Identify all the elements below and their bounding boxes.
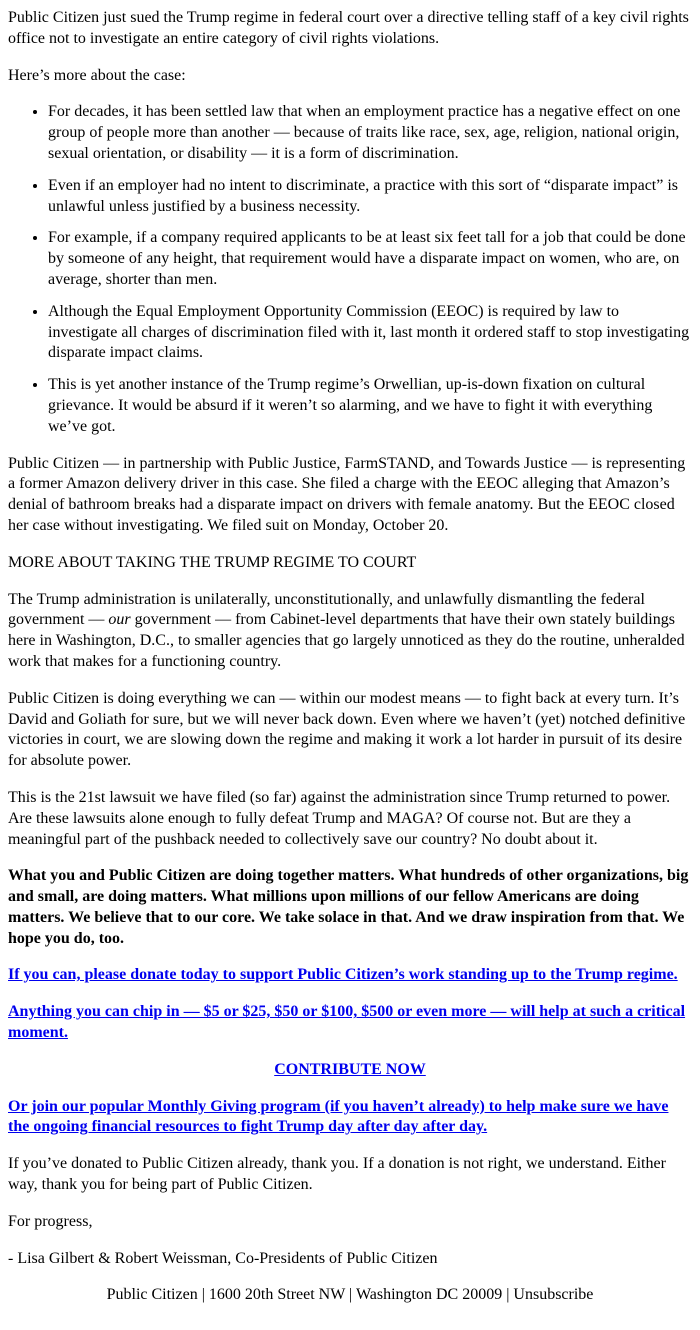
matters-paragraph: What you and Public Citizen are doing together matters. What hundreds of other organizations, big and small, are doing matters. What millions upon millions of our fellow Americans are doing matters. We believe that to our core. We take solace in that. And we draw inspiration from that. We hope you do, too.	[8, 867, 689, 947]
dismantling-pre: The Trump administration is unilaterally, unconstitutionally, and unlawfully dismantling the federal government —	[8, 590, 645, 629]
list-item: • Although the Equal Employment Opportunity Commission (EEOC) is required by law to investigate all charges of discrimination filed with it, last month it ordered staff to stop investigating disparate impact claims.	[48, 302, 692, 364]
lawsuit-count-paragraph: This is the 21st lawsuit we have filed (so far) against the administration since Trump returned to power. Are these lawsuits alone enough to fully defeat Trump and MAGA? Of course not. But are they a meaningful part of the pushback needed to collectively save our country? No doubt about it.	[8, 788, 671, 848]
list-item: • Even if an employer had no intent to discriminate, a practice with this sort of “disparate impact” is unlawful unless justified by a business necessity.	[48, 176, 692, 218]
thanks-paragraph: If you’ve donated to Public Citizen already, thank you. If a donation is not right, we understand. Either way, thank you for being part of Public Citizen.	[8, 1155, 666, 1194]
chip-in-link-paragraph	[8, 1002, 692, 1044]
monthly-giving-link-paragraph	[8, 1097, 692, 1139]
list-item: • This is yet another instance of the Trump regime’s Orwellian, up-is-down fixation on cultural grievance. It would be absurd if it weren’t so alarming, and we have to fight it with everything we’ve got.	[48, 375, 692, 437]
chip-in-link[interactable]: Anything you can chip in — $5 or $25, $50 or $100, $500 or even more — will help at such a critical moment.	[8, 1003, 686, 1042]
contribute-now-link[interactable]: CONTRIBUTE NOW	[274, 1060, 426, 1078]
lede-paragraph: Public Citizen just sued the Trump regime in federal court over a directive telling staff of a key civil rights office not to investigate an entire category of civil rights violations.	[8, 9, 689, 47]
dismantling-italic-word: our	[108, 611, 131, 629]
sign-off: For progress,	[8, 1212, 93, 1230]
dismantling-paragraph	[8, 590, 692, 673]
footer	[8, 1285, 692, 1306]
donate-link-paragraph	[8, 965, 692, 986]
case-points-list	[8, 102, 692, 437]
contribute-now-paragraph	[8, 1060, 692, 1081]
footer-address: Public Citizen | 1600 20th Street NW | Washington DC 20009 |	[106, 1286, 514, 1304]
monthly-giving-link[interactable]: Or join our popular Monthly Giving program (if you haven’t already) to help make sure we have the ongoing financial resources to fight Trump day after day after day.	[8, 1097, 669, 1136]
dismantling-post: government — from Cabinet-level departments that have their own stately buildings here in Washington, D.C., to smaller agencies that go largely unnoticed as they do the routine, unheralded work that makes for a functioning country.	[8, 611, 685, 670]
more-about-line: Here’s more about the case:	[8, 66, 186, 84]
list-item: • For example, if a company required applicants to be at least six feet tall for a job that could be done by someone of any height, that requirement would have a disparate impact on women, who are, on average, shorter than men.	[48, 228, 692, 290]
unsubscribe-link[interactable]: Unsubscribe	[513, 1286, 594, 1304]
fight-back-paragraph: Public Citizen is doing everything we can — within our modest means — to fight back at every turn. It’s David and Goliath for sure, but we will never back down. Even where we haven’t (yet) notched definitive victories in court, we are slowing down the regime and making it work a lot harder in pursuit of its desire for absolute power.	[8, 689, 686, 770]
case-paragraph: Public Citizen — in partnership with Public Justice, FarmSTAND, and Towards Justice — is representing a former Amazon delivery driver in this case. She filed a charge with the EEOC alleging that Amazon’s denial of bathroom breaks had a disparate impact on drivers with female anatomy. But the EEOC closed her case without investigating. We filed suit on Monday, October 20.	[8, 454, 686, 534]
section-heading: MORE ABOUT TAKING THE TRUMP REGIME TO COURT	[8, 553, 417, 571]
signature: - Lisa Gilbert & Robert Weissman, Co-Presidents of Public Citizen	[8, 1249, 438, 1267]
list-item: • For decades, it has been settled law that when an employment practice has a negative effect on one group of people more than another — because of traits like race, sex, age, religion, national origin, sexual orientation, or disability — it is a form of discrimination.	[48, 102, 692, 164]
donate-link[interactable]: If you can, please donate today to support Public Citizen’s work standing up to the Trump regime.	[8, 966, 678, 984]
